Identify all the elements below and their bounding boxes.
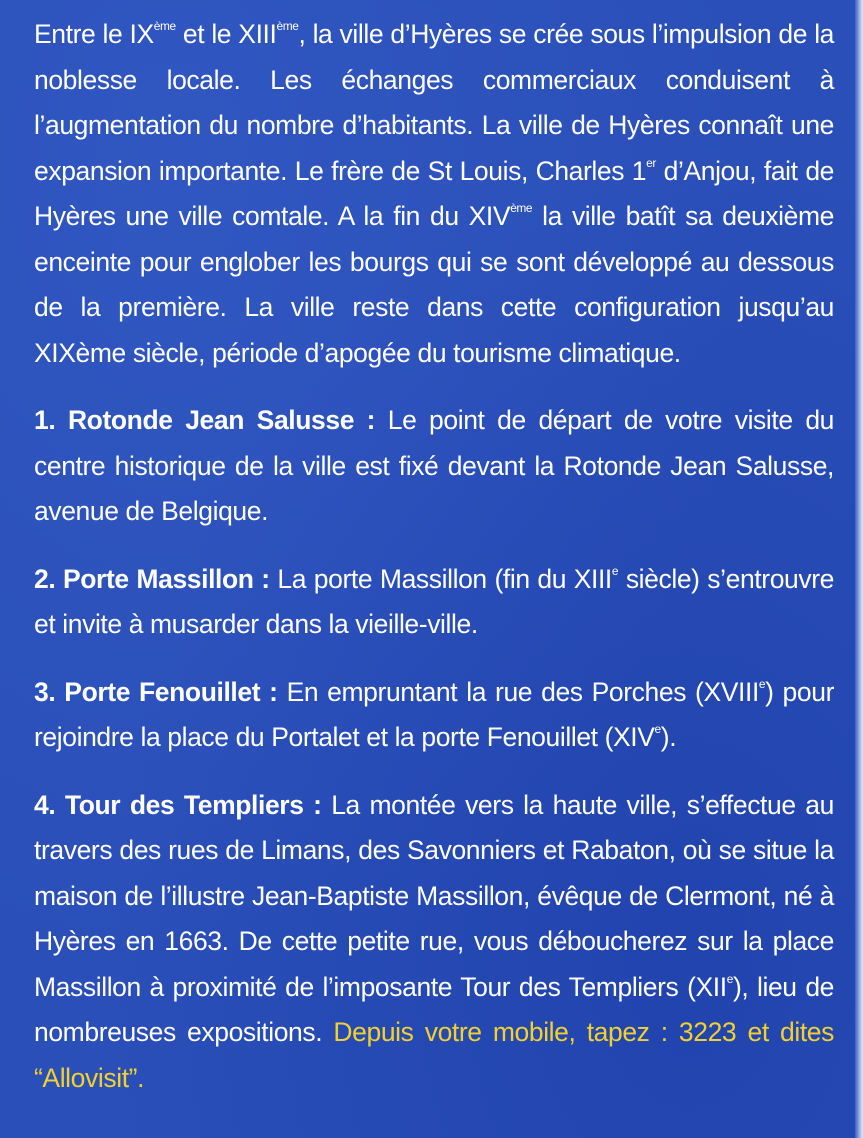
superscript: e — [611, 563, 619, 578]
section-text: ), lieu de nombreuses expositions. — [34, 971, 834, 1047]
section-text: En empruntant la rue des Porches (XVIII — [277, 676, 759, 707]
superscript: er — [646, 155, 656, 170]
superscript: ème — [276, 18, 299, 33]
section-text: ). — [660, 722, 677, 752]
superscript: e — [726, 971, 733, 986]
intro-paragraph — [34, 12, 834, 376]
superscript: ème — [510, 200, 533, 215]
section-porte-fenouillet — [34, 670, 834, 761]
superscript: e — [654, 721, 661, 736]
section-title: 1. Rotonde Jean Salusse : — [34, 405, 376, 435]
intro-text: , la ville d’Hyères se crée sous l’impulsion de la noblesse locale. Les échanges commerciaux conduisent à l’augmentation du nombre d’habitants. La ville de Hyères connaît une expansion importante. Le frère de St Louis, Charles 1 — [34, 19, 835, 186]
intro-text: la ville batît sa deuxième enceinte pour englober les bourgs qui se sont développé au dessous de la première. La ville reste dans cette configuration jusqu’au XIXème siècle, période d’apogée du tourisme climatique. — [34, 201, 835, 368]
section-title: 4. Tour des Templiers : — [34, 789, 322, 820]
intro-text: d’Anjou, fait de Hyères une ville comtale. A la fin du XIV — [34, 155, 834, 231]
text-block — [34, 12, 834, 1101]
section-text: Le point de départ de votre visite du centre historique de la ville est fixé devant la Rotonde Jean Salusse, avenue de Belgique. — [34, 405, 835, 526]
superscript: e — [758, 676, 766, 691]
section-rotonde — [34, 398, 834, 535]
intro-text: et le XIII — [175, 19, 277, 49]
page-edge — [855, 0, 863, 1138]
section-title: 3. Porte Fenouillet : — [34, 676, 278, 707]
section-text: La montée vers la haute ville, s’effectue au travers des rues de Limans, des Savonniers et Rabaton, où se situe la maison de l’illustre Jean-Baptiste Massillon, évêque de Clermont, né à Hyères en 1663. De cette petite rue, vous déboucherez sur la place Massillon à proximité de l’imposante Tour des Templiers (XII — [34, 789, 834, 1002]
superscript: ème — [153, 18, 176, 33]
section-text: ) pour rejoindre la place du Portalet et la porte Fenouillet (XIV — [34, 676, 834, 752]
section-tour-templiers — [34, 783, 834, 1102]
section-text: La porte Massillon (fin du XIII — [269, 563, 612, 594]
allovisit-highlight: Depuis votre mobile, tapez : 3223 et dites “Allovisit”. — [34, 1017, 834, 1093]
section-title: 2. Porte Massillon : — [34, 563, 270, 594]
section-text: siècle) s’entrouvre et invite à musarder dans la vieille-ville. — [34, 563, 834, 639]
intro-text: Entre le IX — [34, 19, 154, 49]
section-porte-massillon — [34, 557, 834, 648]
